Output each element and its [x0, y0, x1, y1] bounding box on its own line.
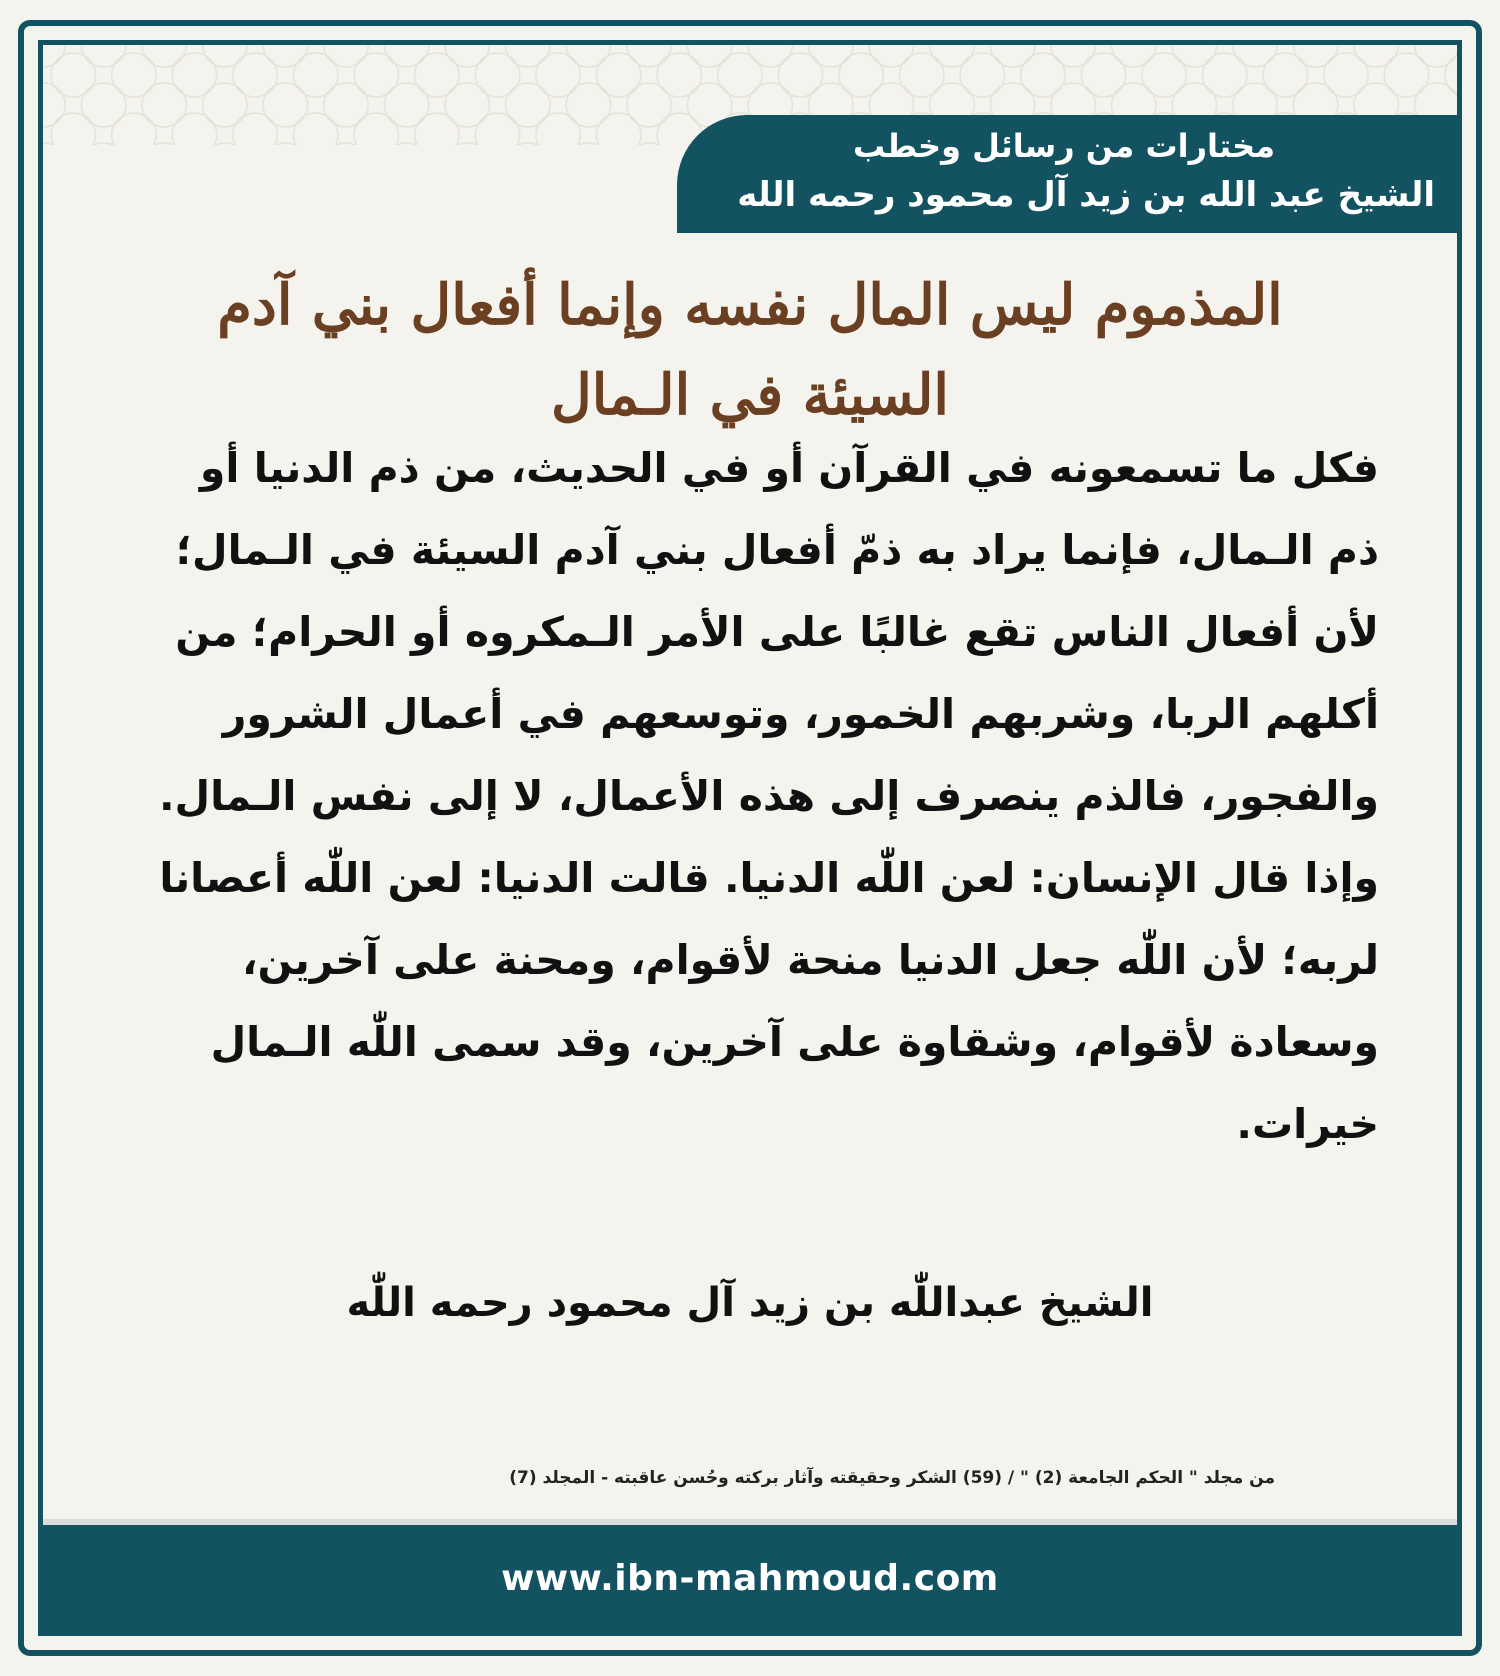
website-link[interactable]: www.ibn-mahmoud.com	[501, 1557, 999, 1599]
body-line: خيرات.	[1236, 1100, 1379, 1148]
title-line-1: المذموم ليس المال نفسه وإنما أفعال بني آدم	[217, 272, 1283, 338]
series-author: الشيخ عبد الله بن زيد آل محمود رحمه الله	[737, 175, 1435, 215]
body-line: وسعادة لأقوام، وشقاوة على آخرين، وقد سمى اللّٰه الـمال	[210, 1018, 1379, 1066]
body-line: لربه؛ لأن اللّٰه جعل الدنيا منحة لأقوام، ومحنة على آخرين،	[241, 936, 1379, 984]
card	[38, 40, 1462, 1636]
body-line: وإذا قال الإنسان: لعن اللّٰه الدنيا. قالت الدنيا: لعن اللّٰه أعصانا	[159, 854, 1379, 902]
footer-bar	[43, 1519, 1457, 1631]
body-line: ذم الـمال، فإنما يراد به ذمّ أفعال بني آدم السيئة في الـمال؛	[175, 526, 1379, 574]
outer-frame	[18, 20, 1482, 1656]
series-header	[677, 115, 1457, 233]
title-line-2: السيئة في الـمال	[551, 362, 949, 428]
series-title: مختارات من رسائل وخطب	[852, 127, 1275, 165]
article-title	[103, 260, 1397, 440]
body-line: لأن أفعال الناس تقع غالبًا على الأمر الـمكروه أو الحرام؛ من	[175, 608, 1379, 656]
article-body	[143, 427, 1379, 1165]
source-citation: من مجلد " الحكم الجامعة (2) " / (59) الشكر وحقيقته وآثار بركته وحُسن عاقبته - المجلد (7)	[509, 1468, 1275, 1488]
body-line: أكلهم الربا، وشربهم الخمور، وتوسعهم في أعمال الشرور	[222, 690, 1379, 738]
body-line: فكل ما تسمعونه في القرآن أو في الحديث، من ذم الدنيا أو	[199, 444, 1379, 492]
author-signature: الشيخ عبداللّٰه بن زيد آل محمود رحمه اللّٰه	[346, 1280, 1154, 1326]
body-line: والفجور، فالذم ينصرف إلى هذه الأعمال، لا إلى نفس الـمال.	[158, 772, 1379, 820]
